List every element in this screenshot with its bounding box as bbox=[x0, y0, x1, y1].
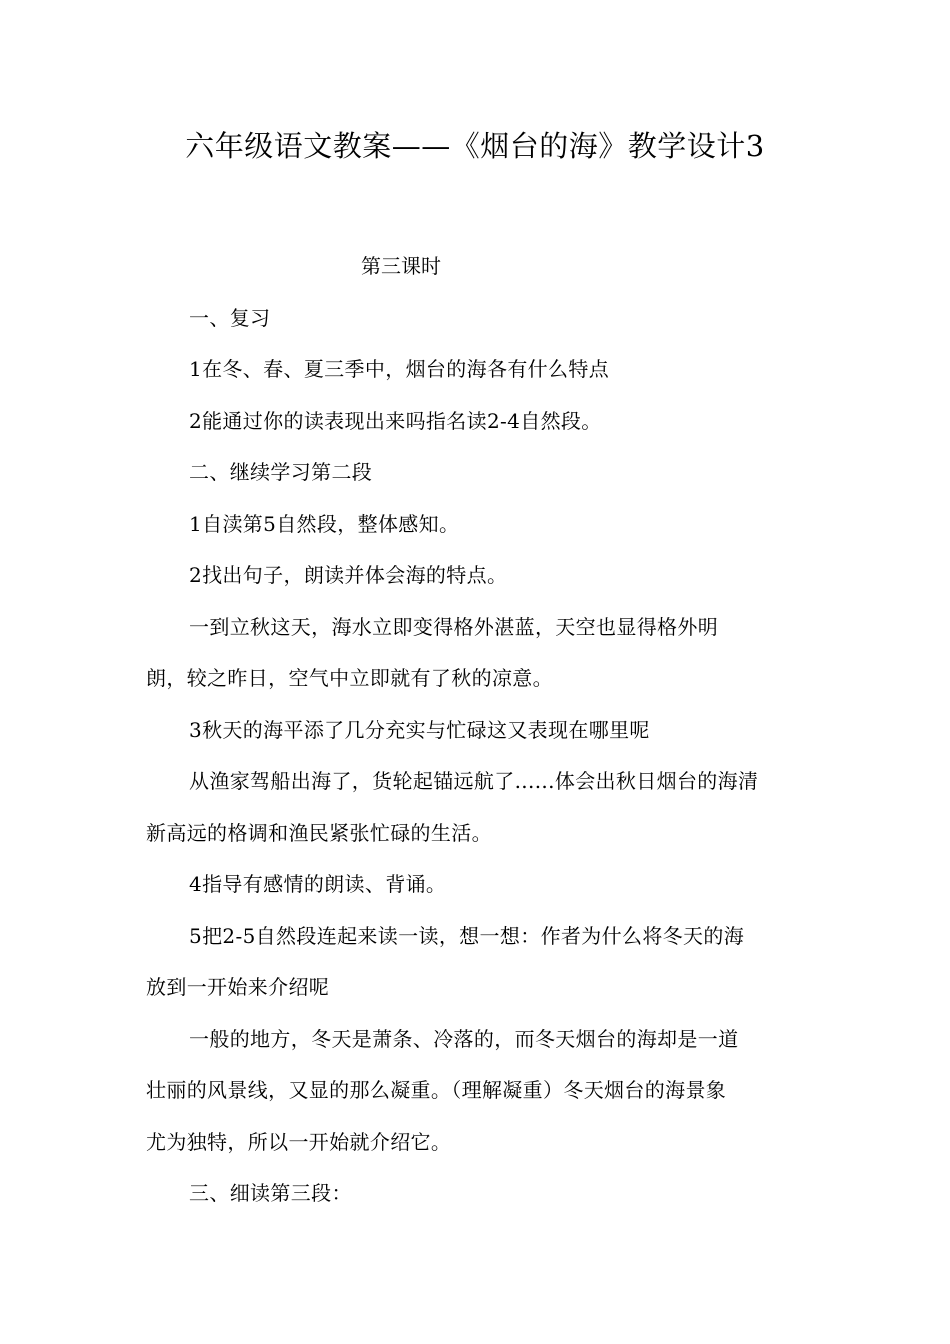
section-heading-review: 一、复习 bbox=[189, 306, 271, 330]
paragraph-line: 4指导有感情的朗读、背诵。 bbox=[189, 872, 447, 896]
section-heading-continue: 二、继续学习第二段 bbox=[189, 460, 373, 484]
paragraph-line: 3秋天的海平添了几分充实与忙碌这又表现在哪里呢 bbox=[189, 718, 650, 742]
paragraph-line: 从渔家驾船出海了，货轮起锚远航了......体会出秋日烟台的海清 bbox=[189, 769, 759, 793]
paragraph-line: 1在冬、春、夏三季中，烟台的海各有什么特点 bbox=[189, 357, 610, 381]
paragraph-line: 朗，较之昨日，空气中立即就有了秋的凉意。 bbox=[146, 666, 553, 690]
paragraph-line: 1自渎第5自然段，整体感知。 bbox=[189, 512, 460, 536]
paragraph-line: 2找出句子，朗读并体会海的特点。 bbox=[189, 563, 508, 587]
paragraph-line: 一到立秋这天，海水立即变得格外湛蓝，天空也显得格外明 bbox=[189, 615, 719, 639]
paragraph-line: 2能通过你的读表现出来吗指名读2-4自然段。 bbox=[189, 409, 602, 433]
paragraph-line: 放到一开始来介绍呢 bbox=[146, 975, 330, 999]
paragraph-line: 5把2-5自然段连起来读一读，想一想：作者为什么将冬天的海 bbox=[189, 924, 745, 948]
paragraph-line: 新高远的格调和渔民紧张忙碌的生活。 bbox=[146, 821, 492, 845]
paragraph-line: 尤为独特，所以一开始就介绍它。 bbox=[146, 1130, 452, 1154]
section-heading-third: 三、细读第三段： bbox=[189, 1181, 352, 1205]
document-title: 六年级语文教案——《烟台的海》教学设计3 bbox=[185, 129, 765, 163]
lesson-subtitle: 第三课时 bbox=[361, 254, 441, 278]
paragraph-line: 壮丽的风景线，又显的那么凝重。（理解凝重）冬天烟台的海景象 bbox=[146, 1078, 727, 1102]
paragraph-line: 一般的地方，冬天是萧条、冷落的，而冬天烟台的海却是一道 bbox=[189, 1027, 739, 1051]
